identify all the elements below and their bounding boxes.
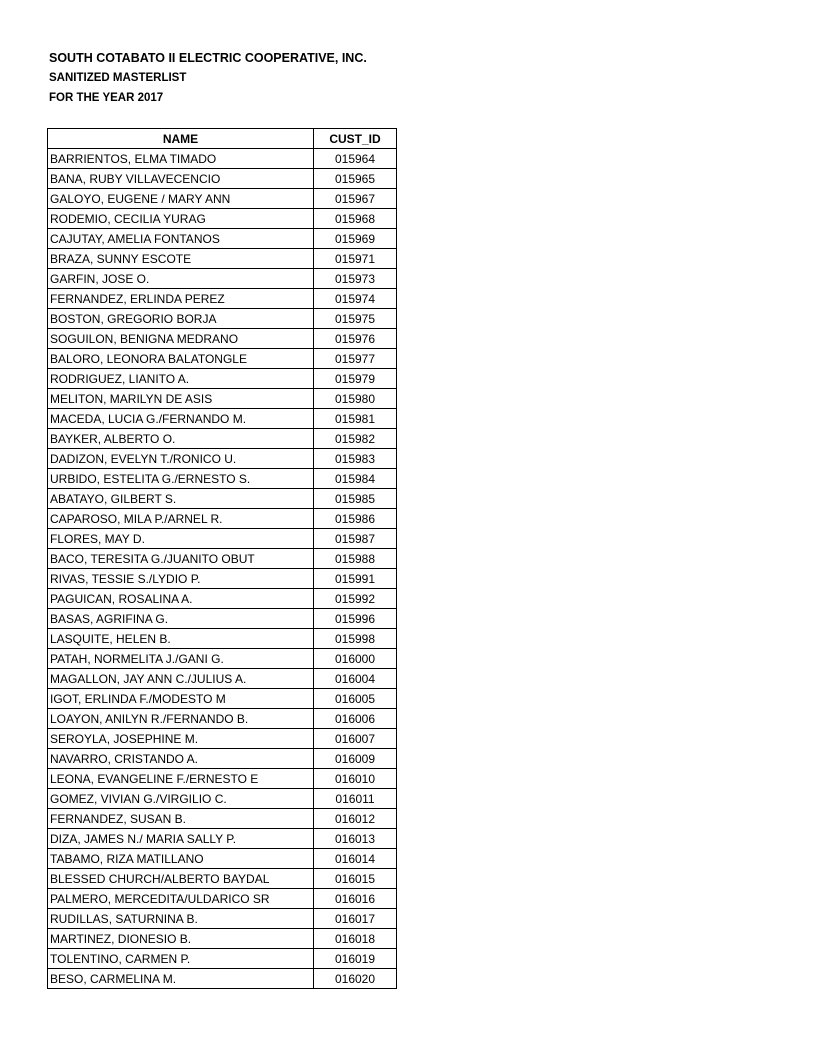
customer-name-cell: LASQUITE, HELEN B. <box>48 629 314 649</box>
table-row <box>48 189 397 209</box>
table-row <box>48 529 397 549</box>
customer-id-cell: 015986 <box>314 509 397 529</box>
cust-id-column-header: CUST_ID <box>314 129 397 149</box>
table-row <box>48 629 397 649</box>
customer-id-cell: 015979 <box>314 369 397 389</box>
table-row <box>48 589 397 609</box>
customer-id-cell: 016020 <box>314 969 397 989</box>
customer-name-cell: URBIDO, ESTELITA G./ERNESTO S. <box>48 469 314 489</box>
customer-name-cell: SEROYLA, JOSEPHINE M. <box>48 729 314 749</box>
customer-name-cell: RUDILLAS, SATURNINA B. <box>48 909 314 929</box>
customer-id-cell: 015988 <box>314 549 397 569</box>
customer-name-cell: MELITON, MARILYN DE ASIS <box>48 389 314 409</box>
customer-id-cell: 016007 <box>314 729 397 749</box>
customer-id-cell: 015984 <box>314 469 397 489</box>
table-row <box>48 149 397 169</box>
customer-name-cell: CAJUTAY, AMELIA FONTANOS <box>48 229 314 249</box>
table-row <box>48 349 397 369</box>
customer-name-cell: MARTINEZ, DIONESIO B. <box>48 929 314 949</box>
customer-name-cell: BASAS, AGRIFINA G. <box>48 609 314 629</box>
customer-name-cell: ABATAYO, GILBERT S. <box>48 489 314 509</box>
table-row <box>48 869 397 889</box>
customer-id-cell: 015973 <box>314 269 397 289</box>
customer-name-cell: IGOT, ERLINDA F./MODESTO M <box>48 689 314 709</box>
customer-id-cell: 015987 <box>314 529 397 549</box>
customer-name-cell: BRAZA, SUNNY ESCOTE <box>48 249 314 269</box>
customer-id-cell: 016009 <box>314 749 397 769</box>
table-body <box>48 149 397 989</box>
customer-id-cell: 016004 <box>314 669 397 689</box>
table-row <box>48 509 397 529</box>
table-row <box>48 949 397 969</box>
customer-id-cell: 015996 <box>314 609 397 629</box>
customer-id-cell: 016000 <box>314 649 397 669</box>
table-row <box>48 369 397 389</box>
customer-name-cell: FLORES, MAY D. <box>48 529 314 549</box>
customer-id-cell: 016017 <box>314 909 397 929</box>
table-row <box>48 889 397 909</box>
table-row <box>48 609 397 629</box>
customer-name-cell: TABAMO, RIZA MATILLANO <box>48 849 314 869</box>
customer-id-cell: 016010 <box>314 769 397 789</box>
customer-name-cell: GALOYO, EUGENE / MARY ANN <box>48 189 314 209</box>
table-row <box>48 269 397 289</box>
table-row <box>48 909 397 929</box>
customer-name-cell: DADIZON, EVELYN T./RONICO U. <box>48 449 314 469</box>
customer-name-cell: SOGUILON, BENIGNA MEDRANO <box>48 329 314 349</box>
customer-id-cell: 015969 <box>314 229 397 249</box>
customer-id-cell: 015977 <box>314 349 397 369</box>
table-row <box>48 569 397 589</box>
table-row <box>48 809 397 829</box>
table-row <box>48 329 397 349</box>
customer-name-cell: TOLENTINO, CARMEN P. <box>48 949 314 969</box>
customer-id-cell: 015974 <box>314 289 397 309</box>
customer-id-cell: 015998 <box>314 629 397 649</box>
table-row <box>48 789 397 809</box>
customer-name-cell: RODEMIO, CECILIA YURAG <box>48 209 314 229</box>
table-row <box>48 829 397 849</box>
table-row <box>48 429 397 449</box>
table-row <box>48 489 397 509</box>
customer-name-cell: GOMEZ, VIVIAN G./VIRGILIO C. <box>48 789 314 809</box>
customer-name-cell: LOAYON, ANILYN R./FERNANDO B. <box>48 709 314 729</box>
customer-name-cell: FERNANDEZ, ERLINDA PEREZ <box>48 289 314 309</box>
customer-name-cell: PALMERO, MERCEDITA/ULDARICO SR <box>48 889 314 909</box>
customer-id-cell: 015981 <box>314 409 397 429</box>
customer-name-cell: BANA, RUBY VILLAVECENCIO <box>48 169 314 189</box>
customer-id-cell: 016011 <box>314 789 397 809</box>
table-row <box>48 409 397 429</box>
table-row <box>48 209 397 229</box>
customer-name-cell: NAVARRO, CRISTANDO A. <box>48 749 314 769</box>
customer-name-cell: BACO, TERESITA G./JUANITO OBUT <box>48 549 314 569</box>
customer-name-cell: RIVAS, TESSIE S./LYDIO P. <box>48 569 314 589</box>
customer-id-cell: 016013 <box>314 829 397 849</box>
table-row <box>48 849 397 869</box>
customer-id-cell: 015971 <box>314 249 397 269</box>
customer-name-cell: LEONA, EVANGELINE F./ERNESTO E <box>48 769 314 789</box>
table-row <box>48 289 397 309</box>
customer-id-cell: 015964 <box>314 149 397 169</box>
customer-id-cell: 015992 <box>314 589 397 609</box>
table-row <box>48 389 397 409</box>
customer-name-cell: BOSTON, GREGORIO BORJA <box>48 309 314 329</box>
customer-name-cell: BESO, CARMELINA M. <box>48 969 314 989</box>
customer-id-cell: 016018 <box>314 929 397 949</box>
customer-id-cell: 015991 <box>314 569 397 589</box>
name-column-header: NAME <box>48 129 314 149</box>
customer-id-cell: 015983 <box>314 449 397 469</box>
table-row <box>48 449 397 469</box>
customer-name-cell: BARRIENTOS, ELMA TIMADO <box>48 149 314 169</box>
document-header <box>49 50 367 110</box>
customer-id-cell: 016005 <box>314 689 397 709</box>
customer-name-cell: RODRIGUEZ, LIANITO A. <box>48 369 314 389</box>
table-row <box>48 749 397 769</box>
customer-id-cell: 015980 <box>314 389 397 409</box>
customer-name-cell: DIZA, JAMES N./ MARIA SALLY P. <box>48 829 314 849</box>
table-row <box>48 929 397 949</box>
table-row <box>48 549 397 569</box>
customer-name-cell: MACEDA, LUCIA G./FERNANDO M. <box>48 409 314 429</box>
table-row <box>48 309 397 329</box>
customer-id-cell: 015967 <box>314 189 397 209</box>
customer-name-cell: PATAH, NORMELITA J./GANI G. <box>48 649 314 669</box>
customer-id-cell: 015982 <box>314 429 397 449</box>
customer-id-cell: 016012 <box>314 809 397 829</box>
table-row <box>48 969 397 989</box>
table-row <box>48 729 397 749</box>
table-row <box>48 769 397 789</box>
table-row <box>48 229 397 249</box>
company-title: SOUTH COTABATO II ELECTRIC COOPERATIVE, INC. <box>49 51 367 65</box>
customer-name-cell: MAGALLON, JAY ANN C./JULIUS A. <box>48 669 314 689</box>
customer-name-cell: GARFIN, JOSE O. <box>48 269 314 289</box>
table-row <box>48 669 397 689</box>
table-header-row <box>48 129 397 149</box>
customer-id-cell: 015975 <box>314 309 397 329</box>
customer-id-cell: 015985 <box>314 489 397 509</box>
customer-id-cell: 016014 <box>314 849 397 869</box>
table-row <box>48 469 397 489</box>
table-row <box>48 169 397 189</box>
table-row <box>48 649 397 669</box>
customer-id-cell: 015965 <box>314 169 397 189</box>
customer-id-cell: 016006 <box>314 709 397 729</box>
customer-name-cell: FERNANDEZ, SUSAN B. <box>48 809 314 829</box>
customer-id-cell: 016015 <box>314 869 397 889</box>
customer-name-cell: BALORO, LEONORA BALATONGLE <box>48 349 314 369</box>
customer-id-cell: 015968 <box>314 209 397 229</box>
table-row <box>48 689 397 709</box>
customer-id-cell: 016019 <box>314 949 397 969</box>
customer-name-cell: BAYKER, ALBERTO O. <box>48 429 314 449</box>
masterlist-table <box>47 128 397 989</box>
customer-name-cell: CAPAROSO, MILA P./ARNEL R. <box>48 509 314 529</box>
table-row <box>48 249 397 269</box>
customer-name-cell: BLESSED CHURCH/ALBERTO BAYDAL <box>48 869 314 889</box>
customer-id-cell: 015976 <box>314 329 397 349</box>
customer-id-cell: 016016 <box>314 889 397 909</box>
table-row <box>48 709 397 729</box>
document-subtitle: SANITIZED MASTERLIST <box>49 72 187 84</box>
year-line: FOR THE YEAR 2017 <box>49 92 164 104</box>
customer-name-cell: PAGUICAN, ROSALINA A. <box>48 589 314 609</box>
